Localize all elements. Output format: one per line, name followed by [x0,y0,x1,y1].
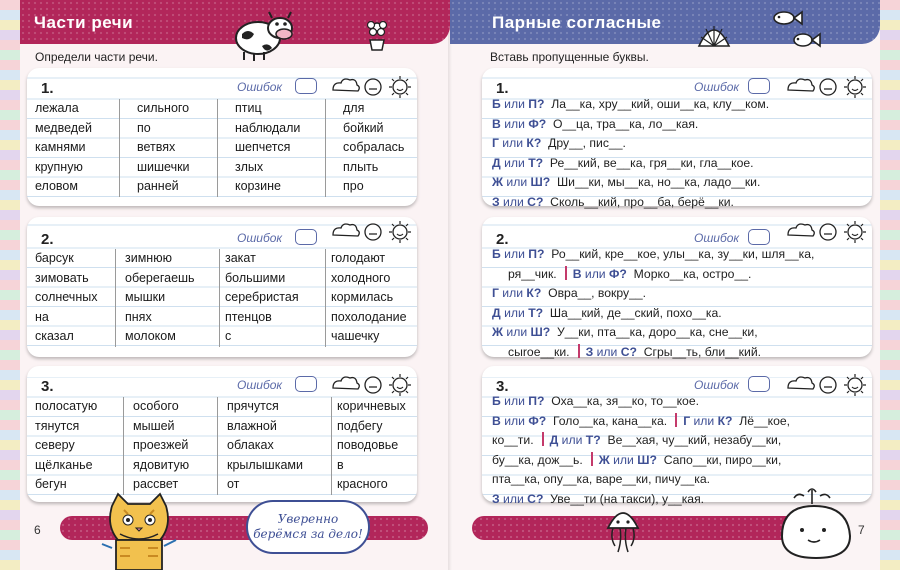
right-instruction: Вставь пропущенные буквы. [490,50,649,64]
consonant-pair-label: Д или Т? [492,155,544,170]
word: плыть [343,159,379,174]
errors-label: Ошибок [237,231,283,245]
column-divider [325,99,326,197]
left-exercise-card-3 [27,366,417,502]
word: собралась [343,140,405,154]
word: бегун [35,477,67,491]
exercise-line [492,134,769,154]
column-divider [331,397,332,495]
word: коричневых [337,399,406,413]
word: еловом [35,179,78,193]
consonant-pair-label: Б или П? [492,97,545,111]
column-divider [219,249,220,347]
exercise-line [492,173,769,193]
left-page-number: 6 [34,523,41,537]
fill-in-text[interactable]: пта__ка, опу__ка, варе__ки, пичу__ка. [492,472,711,486]
left-exercise-card-2 [27,217,417,357]
column-divider [217,397,218,495]
self-assessment-faces-icon[interactable] [784,74,870,100]
fill-in-text[interactable]: Ве__хая, чу__кий, незабу__ки, [607,433,782,447]
word: серебристая [225,290,299,304]
fill-in-text[interactable]: О__ца, тра__ка, ло__кая. [552,116,699,131]
word: рассвет [133,477,179,491]
errors-input-box[interactable] [748,229,770,245]
consonant-pair-label: З или С? [492,194,544,209]
fill-in-text[interactable]: Ши__ки, мы__ка, но__ка, ладо__ки. [557,175,761,189]
word: мышки [125,290,166,304]
word: ядовитую [133,457,190,472]
word: ранней [137,179,179,193]
right-page-number: 7 [858,523,865,537]
word: корзине [235,179,281,193]
errors-input-box[interactable] [748,376,770,392]
flower-pot-icon [364,18,390,52]
shell-icon [696,20,732,50]
left-instruction: Определи части речи. [35,50,158,64]
self-assessment-faces-icon[interactable] [784,219,870,245]
word: бойкий [343,120,384,135]
errors-label: Ошибок [237,80,283,94]
word: холодного [331,270,391,285]
word: ветвях [137,140,176,154]
motto-line-1: Уверенно [277,512,339,526]
divider-mark [675,413,677,427]
motto-line-2: берёмся за дело! [253,527,363,541]
consonant-pair-label: Б или П? [492,247,545,261]
whale-icon [772,486,856,562]
word: шишечки [137,159,190,174]
word: пнях [125,309,152,324]
consonant-pair-label: Г или К? [492,136,542,150]
exercise-number: 1. [41,80,54,97]
divider-mark [591,452,593,466]
right-exercise-card-1 [482,68,872,209]
errors-input-box[interactable] [295,376,317,392]
exercise-number: 2. [496,231,509,248]
exercise-number: 1. [496,80,509,97]
motto-cloud [246,500,370,554]
word: проезжей [133,438,189,452]
right-exercise-card-2 [482,217,872,357]
word: молоком [125,329,176,343]
exercise-number: 2. [41,231,54,248]
word: похолодание [331,309,407,324]
consonant-pair-label: З или С? [585,344,637,359]
exercise-line [492,304,814,324]
word: для [343,101,365,115]
self-assessment-faces-icon[interactable] [329,219,415,245]
word: прячутся [227,399,279,413]
word: тянутся [35,418,80,433]
column-divider [123,397,124,495]
word: особого [133,399,179,413]
word: камнями [35,140,86,154]
column-divider [217,99,218,197]
word: щёлканье [35,457,93,472]
exercise-line [492,95,769,115]
consonant-pair-label: Д или Т? [492,305,544,320]
word: шепчется [235,140,291,154]
consonant-pair-label: Ж или Ш? [598,452,657,467]
fill-in-text[interactable]: Сколь__кий, про__ба, берё__ки. [550,194,734,209]
word: от [227,477,240,491]
cow-icon [228,6,298,62]
fill-in-text[interactable]: Сапо__ки, пиро__ки, [663,452,782,467]
word: злых [235,159,264,174]
small-fish-icon [790,30,826,50]
word: барсук [35,251,74,265]
word: в [337,457,344,472]
fill-in-text[interactable]: бу__ка, дож__ь. [492,452,583,467]
column-divider [325,249,326,347]
exercise-number: 3. [41,378,54,395]
word: по [137,120,151,135]
word: с [225,329,232,343]
fill-in-text[interactable]: Лё__кое, [739,413,791,428]
word: про [343,179,364,193]
fill-in-text[interactable]: Овра__, вокру__. [548,286,647,300]
fish-icon [770,8,810,28]
word: крылышками [227,457,303,472]
word: закат [225,251,256,265]
column-divider [115,249,116,347]
errors-label: Ошибок [694,378,740,392]
word: чашечку [331,329,380,343]
exercise-line [492,265,814,285]
self-assessment-faces-icon[interactable] [784,372,870,398]
left-page-title: Части речи [34,13,134,32]
word: на [35,309,49,324]
word: мышей [133,418,175,433]
word: подбегу [337,418,383,433]
exercise-line [492,343,814,363]
errors-label: Ошибок [694,231,740,245]
jellyfish-icon [604,506,642,558]
exercise-line [492,245,814,265]
book-spine [448,0,452,570]
exercise-line [492,284,814,304]
divider-mark [565,266,567,280]
consonant-pair-label: В или Ф? [572,266,627,281]
word: красного [337,477,388,491]
fill-in-text[interactable]: Ре__кий, ве__ка, гря__ки, гла__кое. [549,155,754,170]
fill-in-text[interactable]: Ла__ка, хру__кий, оши__ка, клу__ком. [551,97,770,111]
exercise-line [492,323,814,343]
fill-in-text[interactable]: Ша__кий, де__ский, похо__ка. [549,305,722,320]
self-assessment-faces-icon[interactable] [329,372,415,398]
word: большими [225,270,286,285]
exercise-line [492,451,790,471]
exercise-number: 3. [496,378,509,395]
word: медведей [35,120,92,135]
errors-input-box[interactable] [748,78,770,94]
exercise-line [492,470,790,490]
consonant-pair-label: З или С? [492,491,544,506]
consonant-pair-label: Г или К? [683,413,733,428]
word: птенцов [225,309,272,324]
errors-label: Ошибок [237,378,283,392]
fill-in-text[interactable]: Ро__кий, кре__кое, улы__ка, зу__ки, шля__ка, [551,247,815,261]
right-exercise-card-3 [482,366,872,506]
consonant-pair-label: В или Ф? [492,413,547,428]
word: поводовье [337,438,399,452]
word: облаках [227,438,274,452]
exercise-line [492,431,790,451]
fill-in-text[interactable]: Сгры__ть, бли__кий. [643,344,762,359]
exercise-line [492,392,790,412]
fill-in-text[interactable]: ко__ти. [492,433,534,447]
word: зимовать [35,270,89,285]
word: птиц [235,101,262,115]
word: сильного [137,101,190,115]
exercise-line [492,193,769,213]
consonant-pair-label: Д или Т? [549,433,601,447]
divider-mark [578,344,580,358]
consonant-pair-label: В или Ф? [492,116,547,131]
word: полосатую [35,399,98,413]
fill-in-text[interactable]: Дру__, пис__. [548,136,626,150]
fill-in-text[interactable]: ря__чик. [508,266,557,281]
self-assessment-faces-icon[interactable] [329,74,415,100]
consonant-pair-label: Ж или Ш? [492,175,551,189]
fill-in-text[interactable]: У__ки, пта__ка, доро__ка, сне__ки, [557,325,758,339]
word: голодают [331,251,386,265]
column-divider [119,99,120,197]
word: кормилась [331,290,394,304]
exercise-line [492,412,790,432]
cat-icon [98,492,180,570]
left-exercise-card-1 [27,68,417,206]
word: влажной [227,418,277,433]
errors-input-box[interactable] [295,78,317,94]
word: лежала [35,101,79,115]
word: сказал [35,329,74,343]
fill-in-text[interactable]: сыroe__ки. [508,344,570,359]
right-page-title: Парные согласные [492,13,662,32]
word: оберегаешь [125,270,195,285]
errors-label: Ошибок [694,80,740,94]
exercise-line [492,115,769,135]
divider-mark [542,432,544,446]
word: зимнюю [125,251,172,265]
fill-in-text[interactable]: Оха__ка, зя__ко, то__кое. [551,394,700,408]
fill-in-text[interactable]: Уве__ти (на такси), у__кая. [550,491,705,506]
errors-input-box[interactable] [295,229,317,245]
consonant-pair-label: Ж или Ш? [492,325,551,339]
word: солнечных [35,290,98,304]
exercise-line [492,154,769,174]
word: крупную [35,159,83,174]
fill-in-text[interactable]: Морко__ка, остро__. [633,266,752,281]
consonant-pair-label: Б или П? [492,394,545,408]
fill-in-text[interactable]: Голо__ка, кана__ка. [552,413,668,428]
consonant-pair-label: Г или К? [492,286,542,300]
word: наблюдали [235,120,301,135]
word: северу [35,438,75,452]
